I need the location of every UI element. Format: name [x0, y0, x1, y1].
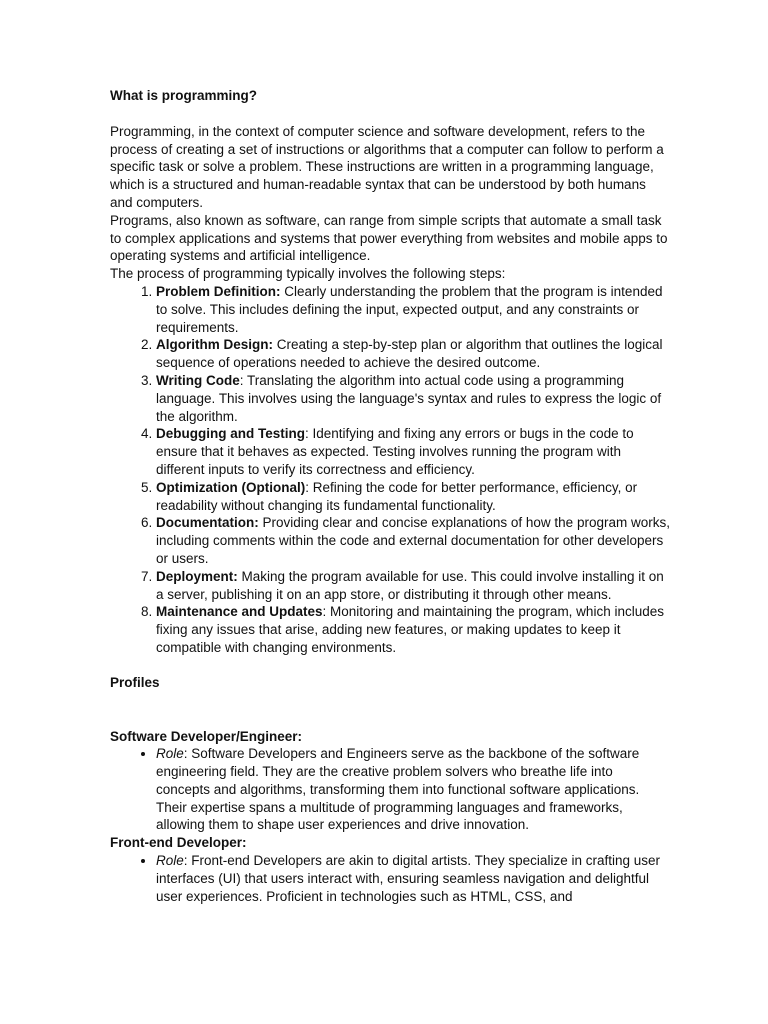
document-body: [110, 87, 670, 905]
step-term: Problem Definition:: [156, 283, 281, 299]
role-text: : Front-end Developers are akin to digital artists. They specialize in crafting user interfaces (UI) that users interact with, ensuring seamless navigation and delightful user experiences. Proficient in technologies such as HTML, CSS, and: [156, 853, 660, 904]
profiles-heading: Profiles: [110, 674, 160, 690]
steps-intro: The process of programming typically involves the following steps:: [110, 266, 506, 282]
step-item: [156, 336, 670, 372]
role-term: Role: [156, 853, 184, 869]
step-text: Making the program available for use. This could involve installing it on a server, publishing it on an app store, or distributing it through other means.: [156, 568, 664, 602]
step-text: Creating a step-by-step plan or algorithm that outlines the logical sequence of operations needed to achieve the desired outcome.: [156, 337, 663, 371]
page-title: What is programming?: [110, 88, 258, 103]
role-bullet: [156, 852, 670, 905]
role-bullets: [110, 852, 670, 905]
step-item: [156, 514, 670, 567]
step-text: Clearly understanding the problem that the program is intended to solve. This includes defining the input, expected output, and any constraints or requirements.: [156, 283, 663, 335]
step-text: Providing clear and concise explanations of how the program works, including comments within the code and external documentation for other developers or users.: [156, 515, 670, 566]
step-term: Algorithm Design:: [156, 337, 273, 353]
role-text: : Software Developers and Engineers serve as the backbone of the software engineering field. They are the creative problem solvers who breathe life into concepts and algorithms, transforming them into functional software applications. Their expertise spans a multitude of programming languages and frameworks, allowing them to shape user experiences and drive innovation.: [156, 746, 640, 833]
role-bullets: [110, 745, 670, 834]
step-item: [156, 603, 670, 656]
step-term: Maintenance and Updates: [156, 604, 323, 620]
role-term: Role: [156, 746, 184, 762]
step-item: [156, 568, 670, 604]
step-item: [156, 283, 670, 336]
step-text: : Refining the code for better performance, efficiency, or readability without changing its fundamental functionality.: [156, 479, 638, 513]
step-term: Documentation:: [156, 515, 259, 531]
step-term: Deployment:: [156, 568, 238, 584]
step-item: [156, 479, 670, 515]
role-heading-front-end-developer: Front-end Developer:: [110, 835, 247, 851]
role-heading-software-developer: Software Developer/Engineer:: [110, 728, 303, 744]
step-term: Debugging and Testing: [156, 426, 305, 442]
steps-list: [110, 283, 670, 657]
step-item: [156, 425, 670, 478]
step-item: [156, 372, 670, 425]
step-term: Writing Code: [156, 372, 240, 388]
step-text: : Monitoring and maintaining the program, which includes fixing any issues that arise, adding new features, or making updates to keep it compatible with changing environments.: [156, 604, 664, 655]
step-term: Optimization (Optional): [156, 479, 306, 495]
role-bullet: [156, 745, 670, 834]
step-text: : Identifying and fixing any errors or bugs in the code to ensure that it behaves as expected. Testing involves running the program with different inputs to verify its correctness and efficiency.: [156, 426, 634, 477]
programs-paragraph: Programs, also known as software, can range from simple scripts that automate a small task to complex applications and systems that power everything from websites and mobile apps to operating systems and artificial intelligence.: [110, 212, 668, 264]
intro-paragraph: Programming, in the context of computer science and software development, refers to the process of creating a set of instructions or algorithms that a computer can follow to perform a specific task or solve a problem. These instructions are written in a programming language, which is a structured and human-readable syntax that can be understood by both humans and computers.: [110, 123, 664, 210]
step-text: : Translating the algorithm into actual code using a programming language. This involves using the language's syntax and rules to express the logic of the algorithm.: [156, 372, 662, 424]
